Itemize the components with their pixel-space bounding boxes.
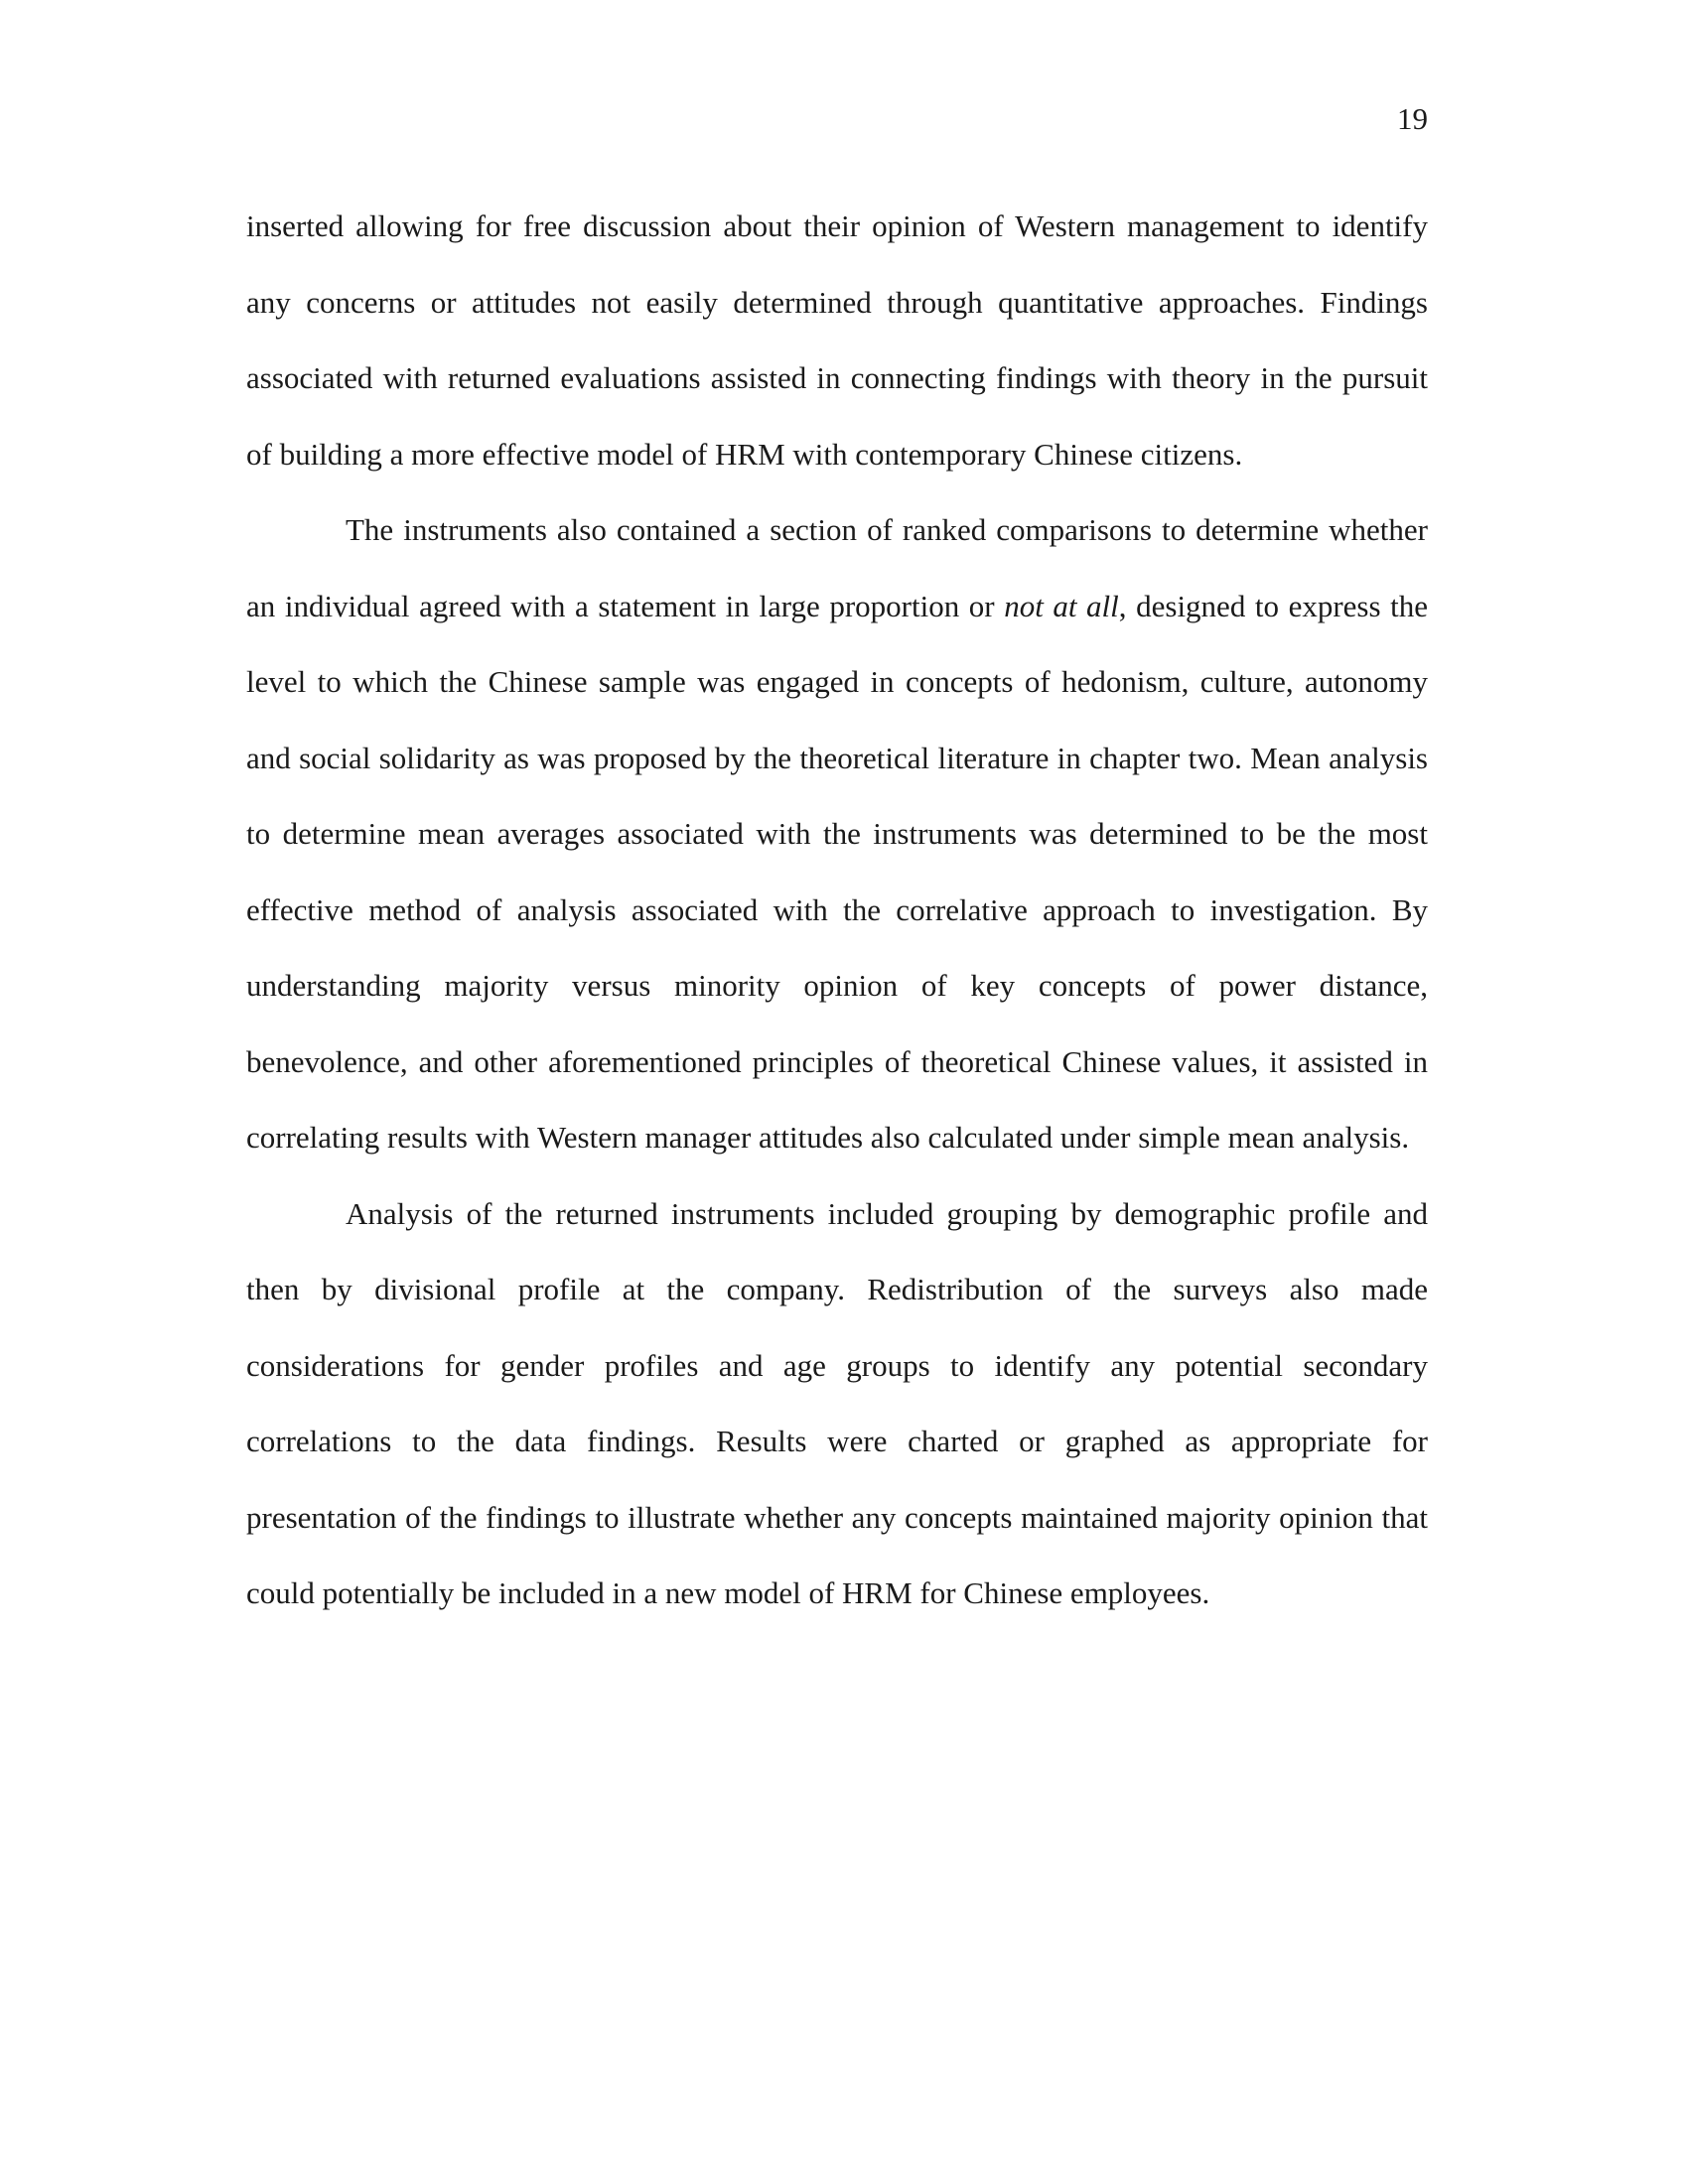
paragraph-analysis-grouping: Analysis of the returned instruments included grouping by demographic profile and then by divisional profile at the company. Redistribution of the surveys also made considerations for gender profiles and age groups to identify any potential secondary correlations to the data findings. Results were charted or graphed as appropriate for presentation of the findings to illustrate whether any concepts maintained majority opinion that could potentially be included in a new model of HRM for Chinese employees. xyxy=(246,1195,1428,1610)
paragraph-continuation: inserted allowing for free discussion about their opinion of Western management to identify any concerns or attitudes not easily determined through quantitative approaches. Findings associated with returned evaluations assisted in connecting findings with theory in the pursuit of building a more effective model of HRM with contemporary Chinese citizens. xyxy=(246,208,1428,472)
document-body xyxy=(246,189,1428,1632)
paragraph-ranked-comparisons xyxy=(246,492,1428,1176)
page-number: 19 xyxy=(1397,101,1428,136)
italic-phrase: not at all xyxy=(1004,588,1119,623)
paragraph-text-before-italic: The instruments also contained a section of ranked comparisons to determine whether an individual agreed with a statement in large proportion or xyxy=(246,512,1428,623)
paragraph-text-after-italic: , designed to express the level to which the Chinese sample was engaged in concepts of hedonism, culture, autonomy and social solidarity as was proposed by the theoretical literature in chapter two. Mean analysis to determine mean averages associated with the instruments was determined to be the most effective method of analysis associated with the correlative approach to investigation. By understanding majority versus minority opinion of key concepts of power distance, benevolence, and other aforementioned principles of theoretical Chinese values, it assisted in correlating results with Western manager attitudes also calculated under simple mean analysis. xyxy=(246,588,1428,1155)
